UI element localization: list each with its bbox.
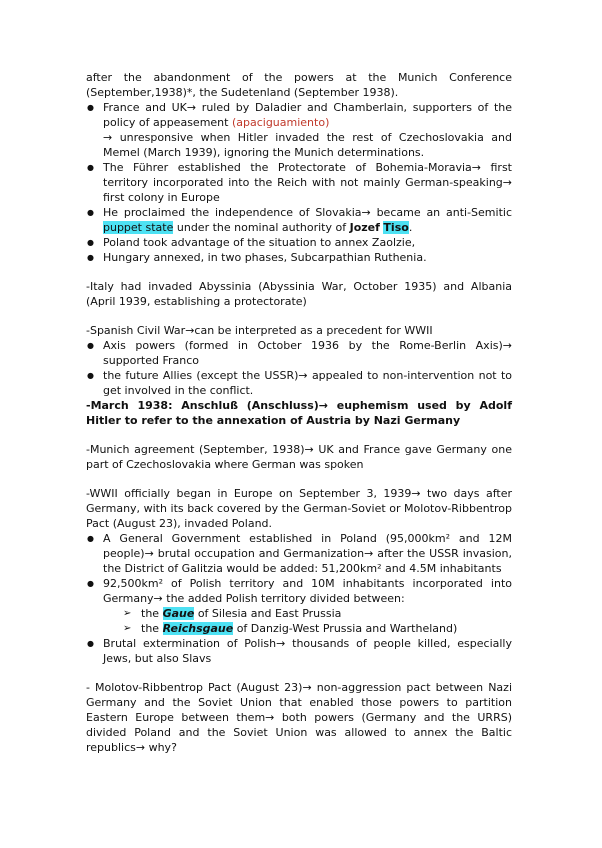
text-munich: -Munich agreement (September, 1938)→ UK and France gave Germany one part of Czechoslovakia where German was spoken [86,443,512,471]
list-item [86,235,512,250]
text-slovakia-mid: under the nominal authority of [176,221,347,234]
paragraph-wwii [86,486,512,531]
list-item [86,100,512,160]
text-molotov: - Molotov-Ribbentrop Pact (August 23)→ non-aggression pact between Nazi Germany and the Soviet Union that enabled those powers to partition Eastern Europe between them→ both powers (Germany and the URRS) divided Poland and the Soviet Union was allowed to annex the Baltic republics→ why? [86,681,512,754]
paragraph-molotov [86,680,512,755]
text-jozef: Jozef [349,221,380,234]
highlight-puppet-state: puppet state [103,221,174,234]
highlight-reichsgaue: Reichsgaue [162,622,234,635]
text-wwii: -WWII officially began in Europe on September 3, 1939→ two days after Germany, with its back covered by the German-Soviet or Molotov-Ribbentrop Pact (August 23), invaded Poland. [86,487,512,530]
paragraph-intro [86,70,512,100]
list-item [86,531,512,576]
text-apaciguamiento: (apaciguamiento) [231,116,330,129]
text-fuhrer: The Führer established the Protectorate of Bohemia-Moravia→ first territory incorporated into the Reich with not mainly German-speaking→ first colony in Europe [103,161,512,204]
bullet-list-poland [86,531,512,666]
highlight-gaue: Gaue [162,607,195,620]
text-sub2-pre: the [141,622,160,635]
text-sub1-pre: the [141,607,160,620]
list-item [86,160,512,205]
text-hungary: Hungary annexed, in two phases, Subcarpathian Ruthenia. [103,251,427,264]
bullet-list-spain [86,338,512,398]
paragraph-march-1938 [86,398,512,428]
text-march-1938: -March 1938: Anschluß (Anschluss)→ euphemism used by Adolf Hitler to refer to the annexation of Austria by Nazi Germany [86,399,512,427]
text-sub1-post: of Silesia and East Prussia [197,607,342,620]
text-general-gov: A General Government established in Poland (95,000km² and 12M people)→ brutal occupation and Germanization→ after the USSR invasion, the District of Galitzia would be added: 51,200km² and 4.5M inhabitants [103,532,512,575]
document-page [86,70,512,755]
text-spain: -Spanish Civil War→can be interpreted as a precedent for WWII [86,324,433,337]
text-italy: -Italy had invaded Abyssinia (Abyssinia War, October 1935) and Albania (April 1939, establishing a protectorate) [86,280,512,308]
text-allies: the future Allies (except the USSR)→ appealed to non-intervention not to get involved in the conflict. [103,369,512,397]
text-unresponsive: → unresponsive when Hitler invaded the rest of Czechoslovakia and Memel (March 1939), ignoring the Munich determinations. [103,131,512,159]
paragraph-spain [86,323,512,338]
highlight-tiso: Tiso [383,221,409,234]
bullet-list-appeasement [86,100,512,265]
text-poland: Poland took advantage of the situation to annex Zaolzie, [103,236,416,249]
list-item [86,636,512,666]
list-item [86,250,512,265]
list-item [86,368,512,398]
text-territory: 92,500km² of Polish territory and 10M inhabitants incorporated into Germany→ the added Polish territory divided between: [103,577,512,605]
sub-list-item [103,606,512,621]
text-axis: Axis powers (formed in October 1936 by the Rome-Berlin Axis)→ supported Franco [103,339,512,367]
list-item [86,576,512,636]
text-extermination: Brutal extermination of Polish→ thousands of people killed, especially Jews, but also Slavs [103,637,512,665]
text-sub2-post: of Danzig-West Prussia and Wartheland) [236,622,458,635]
list-item: ● He proclaimed the independence of Slovakia→ became an anti-Semitic puppet state under the nominal authority of Jozef Tiso. [86,205,512,235]
text-slovakia-pre: He proclaimed the independence of Slovakia→ became an anti-Semitic [103,206,512,219]
paragraph-italy [86,279,512,309]
text-intro: after the abandonment of the powers at the Munich Conference (September,1938)*, the Sudetenland (September 1938). [86,71,512,99]
paragraph-munich [86,442,512,472]
list-item [86,338,512,368]
sub-list-territory [103,606,512,636]
sub-list-item [103,621,512,636]
text-france-uk: France and UK→ ruled by Daladier and Chamberlain, supporters of the policy of appeasement [103,101,512,129]
